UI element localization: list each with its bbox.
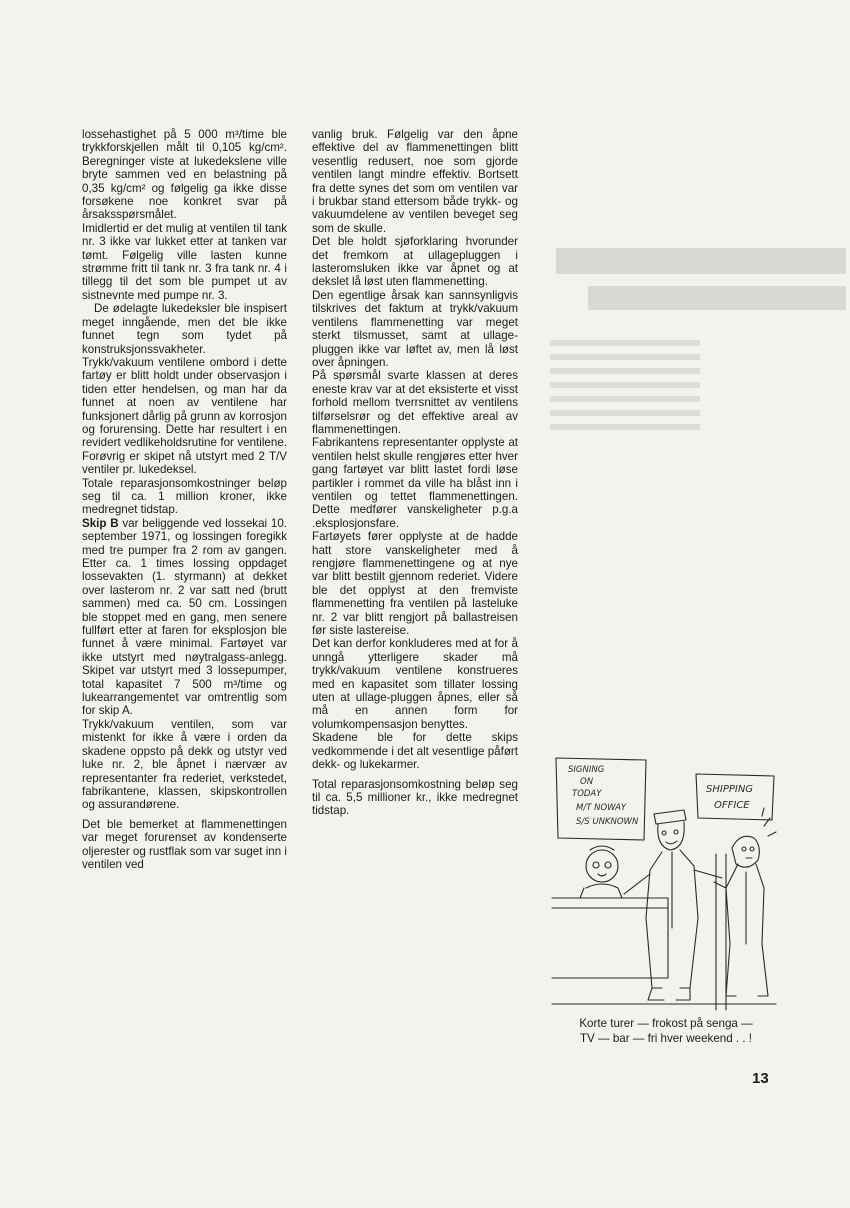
paragraph: Skadene ble for dette skips vedkommende i det alt vesentlige påført dekk- og lukekarmer. <box>312 731 518 772</box>
paragraph: Total reparasjonsomkostning beløp seg til ca. 5,5 millioner kr., ikke medregnet tidstap. <box>312 777 518 818</box>
cartoon-drawing <box>550 748 780 1013</box>
paragraph: På spørsmål svarte klassen at deres eneste krav var at det eksisterte et visst forhold mellom tverrsnittet av ventilens tilførselsrør og det effektive areal av flammenettingen. <box>312 369 518 436</box>
paragraph: Det kan derfor konkluderes med at for å unngå ytterligere skader må trykk/vakuum ventilene konstrueres med en kapasitet som tillater lossing uten at ullage-pluggen åpnes, eller så må en annen form for volumkompensasjon benyttes. <box>312 637 518 731</box>
paragraph: Imidlertid er det mulig at ventilen til tank nr. 3 ikke var lukket etter at tanken var tømt. Følgelig ville lasten kunne strømme fritt til tank nr. 3 fra tank nr. 4 i tillegg til det som ble pumpet ut av sistnevnte med pumpe nr. 3. <box>82 221 287 302</box>
cartoon-caption <box>548 1016 784 1046</box>
sign-left-line: ON <box>580 777 594 787</box>
paragraph-text: var beliggende ved lossekai 10. september 1971, og lossingen foregikk med tre pumper fra 2 rom av gangen. Etter ca. 1 times lossing oppdaget lossevakten (1. styrmann) at dekket over lasterom nr. 2 var satt ned (brutt sammen) med ca. 50 cm. Lossingen ble stoppet med en gang, men senere fullført etter at faren for eksplosjon ble funnet å være minimal. Fartøyet var ikke utstyrt med nøytralgass-anlegg. Skipet var utstyrt med 3 lossepumper, total kapasitet 7 500 m³/time og lukearrangementet var omtrentlig som for skip A. <box>82 516 287 718</box>
section-lead-skip-b: Skip B <box>82 516 119 530</box>
sign-left-line: TODAY <box>572 789 602 799</box>
sign-left-line: S/S UNKNOWN <box>576 817 639 827</box>
article-column-middle <box>312 128 518 818</box>
paragraph: Fabrikantens representanter opplyste at ventilen helst skulle rengjøres etter hver gang fartøyet var blitt lastet fordi løse partikler i rommet da ville ha blåst inn i ventilen og tettet flammenettingen. Dette medfører vanskeligheter p.g.a .eksplosjonsfare. <box>312 436 518 530</box>
paragraph: lossehastighet på 5 000 m³/time ble trykkforskjellen målt til 0,105 kg/cm². Beregninger viste at lukedekslene ville bryte sammen ved en belastning på 0,35 kg/cm² og følgelig ga ikke disse forsøkene noe konkret svar på årsaksspørsmålet. <box>82 128 287 222</box>
paragraph: Det ble bemerket at flammenettingen var meget forurenset av kondenserte oljerester og rustflak som var suget inn i ventilen ved <box>82 817 287 871</box>
paragraph: Trykk/vakuum ventilene ombord i dette fartøy er blitt holdt under observasjon i tiden etter hendelsen, og man har da funnet at noen av ventilene har funksjonert dårlig på grunn av korrosjon og forurensing. Dette har resultert i en revidert vedlikeholdsrutine for ventilene. Forøvrig er skipet nå utstyrt med 2 T/V ventiler pr. lukedeksel. <box>82 355 287 477</box>
paragraph: Den egentlige årsak kan sannsynligvis tilskrives det faktum at trykk/vakuum ventilens flammenetting var meget sterkt tilsmusset, samt at ullage-pluggen ikke var løftet av, men lå løst over åpningen. <box>312 288 518 369</box>
paragraph: vanlig bruk. Følgelig var den åpne effektive del av flammenettingen blitt vesentlig redusert, noe som gjorde ventilen langt mindre effektiv. Bortsett fra dette synes det som om ventilen var i brukbar stand ettersom både trykk- og vakuumdelene av ventilen beveget seg som de skulle. <box>312 128 518 235</box>
page-number: 13 <box>752 1070 769 1087</box>
caption-line: Korte turer — frokost på senga — <box>579 1017 753 1030</box>
sign-left-line: SIGNING <box>568 765 605 775</box>
paragraph: De ødelagte lukedeksler ble inspisert meget inngående, men det ble ikke funnet tegn som tydet på konstruksjonssvakheter. <box>82 302 287 356</box>
sign-right-line: SHIPPING <box>706 784 754 795</box>
paragraph: Trykk/vakuum ventilen, som var mistenkt for ikke å være i orden da skadene oppsto på dekk og utstyr ved luke nr. 2, ble åpnet i nærvær av representanter fra rederiet, verkstedet, fabrikantene, klassen, skipskontrollen og assurandørene. <box>82 717 287 812</box>
article-column-left <box>82 128 287 871</box>
paragraph: Totale reparasjonsomkostninger beløp seg til ca. 1 million kroner, ikke medregnet tidstap. <box>82 476 287 517</box>
paragraph: Det ble holdt sjøforklaring hvorunder det fremkom at ullagepluggen i lasteromsluken ikke var åpnet og at dekslet lå løst uten flammenetting. <box>312 235 518 289</box>
sign-left-line: M/T NOWAY <box>576 803 627 813</box>
bleed-through-shadow <box>548 240 848 470</box>
paragraph: Fartøyets fører opplyste at de hadde hatt store vanskeligheter med å rengjøre flammenettingene og at nye var blitt bestilt gjennom rederiet. Videre ble det opplyst at den fremviste flammenetting fra ventilen på lasteluke nr. 2 var blitt rengjort på ballastreisen før siste lastereise. <box>312 530 518 638</box>
sign-right-line: OFFICE <box>714 800 750 811</box>
caption-line: TV — bar — fri hver weekend . . ! <box>579 1032 753 1045</box>
cartoon-illustration <box>550 748 780 1013</box>
paragraph <box>82 517 287 718</box>
